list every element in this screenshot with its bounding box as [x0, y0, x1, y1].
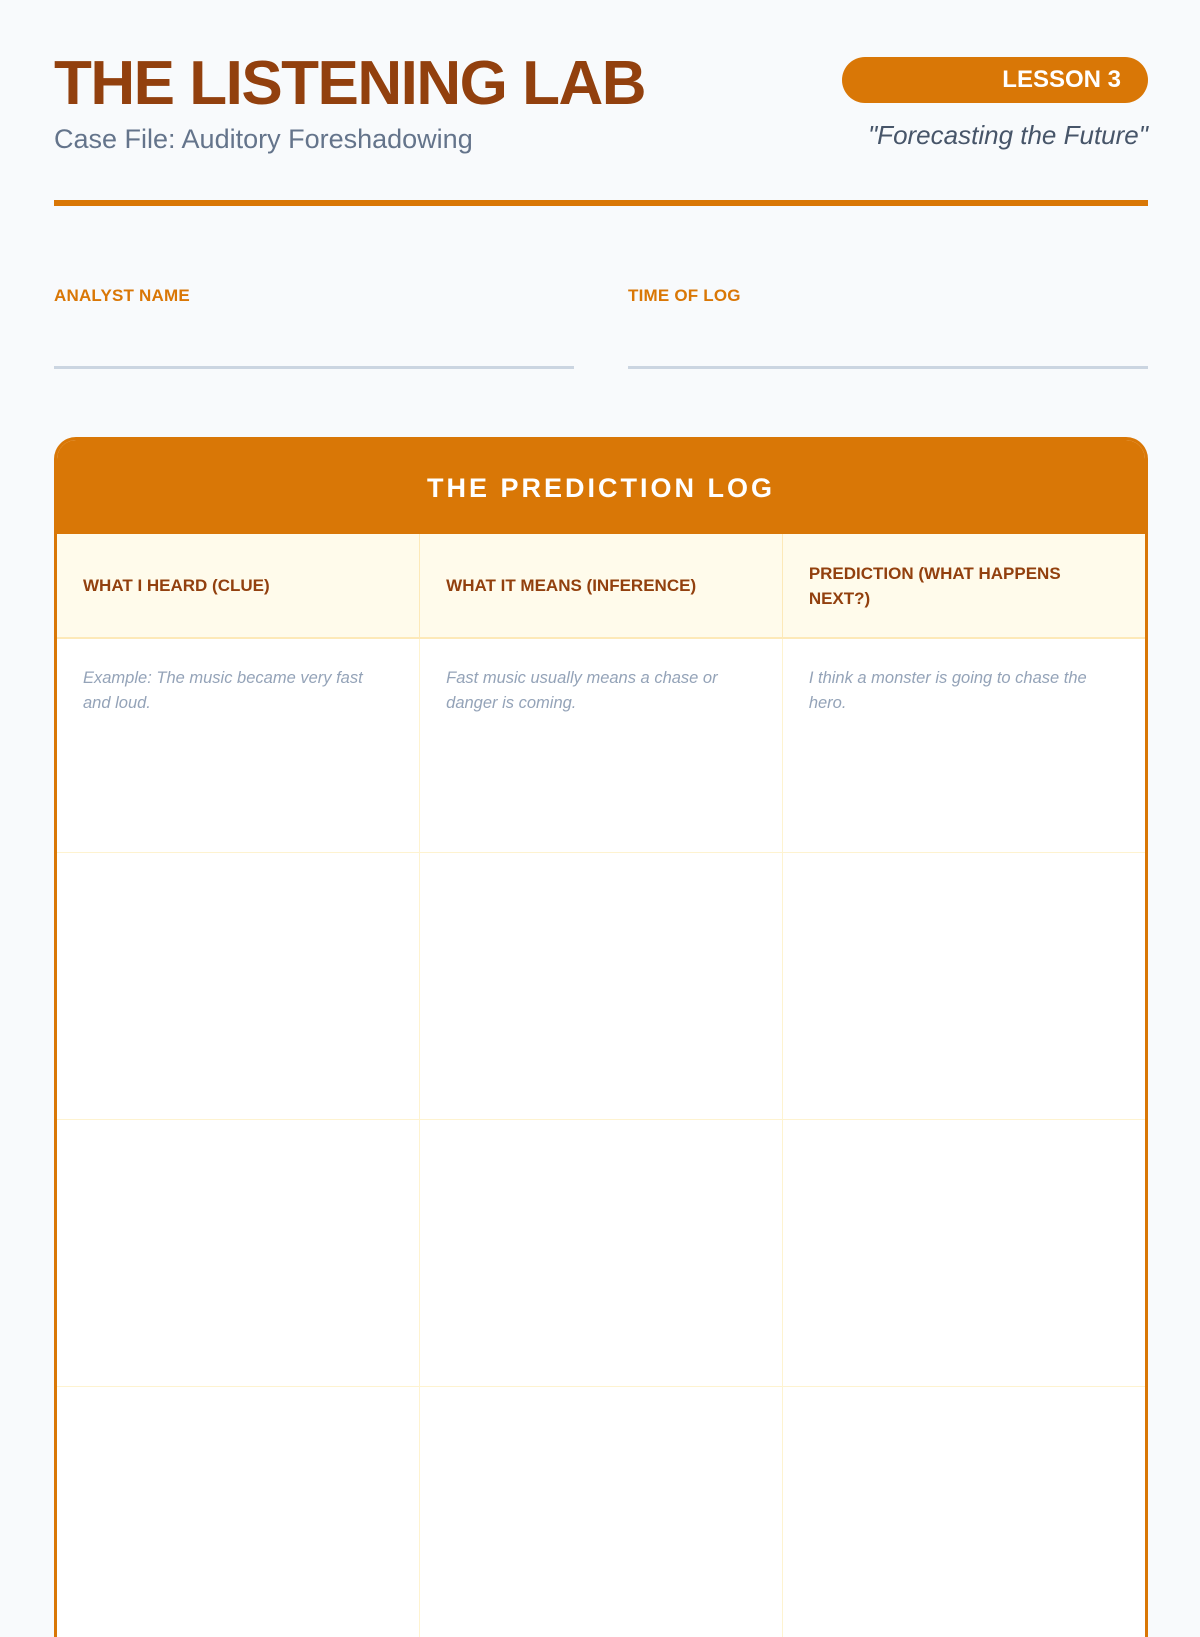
inference-cell[interactable] — [420, 1119, 783, 1386]
example-prediction-cell: I think a monster is going to chase the hero. — [782, 638, 1145, 852]
table-row — [57, 1386, 1145, 1637]
table-row — [57, 852, 1145, 1119]
column-header-prediction: PREDICTION (WHAT HAPPENS NEXT?) — [782, 534, 1145, 638]
prediction-log-table — [57, 534, 1145, 1637]
analyst-name-field — [54, 286, 574, 306]
page-title: THE LISTENING LAB — [54, 49, 646, 118]
table-row-example — [57, 638, 1145, 852]
time-of-log-label: TIME OF LOG — [628, 286, 741, 305]
clue-cell[interactable] — [57, 1119, 420, 1386]
worksheet-page — [54, 0, 1148, 1600]
column-header-inference: WHAT IT MEANS (INFERENCE) — [420, 534, 783, 638]
clue-cell[interactable] — [57, 1386, 420, 1637]
table-header-row — [57, 534, 1145, 638]
prediction-log-title: THE PREDICTION LOG — [57, 440, 1145, 534]
prediction-cell[interactable] — [782, 1386, 1145, 1637]
column-header-clue: WHAT I HEARD (CLUE) — [57, 534, 420, 638]
table-row — [57, 1119, 1145, 1386]
prediction-cell[interactable] — [782, 852, 1145, 1119]
time-of-log-input-line[interactable] — [628, 366, 1148, 369]
lesson-tagline: "Forecasting the Future" — [867, 120, 1148, 150]
analyst-name-label: ANALYST NAME — [54, 286, 190, 305]
prediction-log-card — [54, 437, 1148, 1637]
clue-cell[interactable] — [57, 852, 420, 1119]
example-clue-cell: Example: The music became very fast and loud. — [57, 638, 420, 852]
page-subtitle: Case File: Auditory Foreshadowing — [54, 124, 473, 154]
analyst-name-input-line[interactable] — [54, 366, 574, 369]
lesson-badge: LESSON 3 — [842, 57, 1148, 103]
inference-cell[interactable] — [420, 852, 783, 1119]
header-divider — [54, 200, 1148, 206]
example-inference-cell: Fast music usually means a chase or danger is coming. — [420, 638, 783, 852]
inference-cell[interactable] — [420, 1386, 783, 1637]
prediction-cell[interactable] — [782, 1119, 1145, 1386]
time-of-log-field — [628, 286, 1148, 306]
